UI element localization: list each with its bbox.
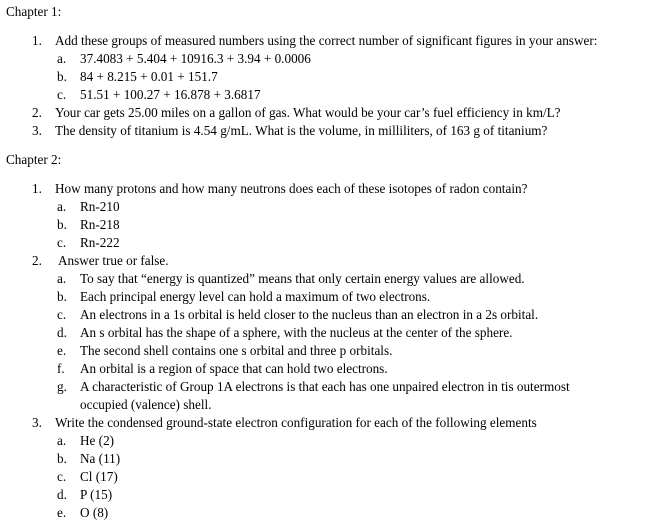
sub-item-letter: e. xyxy=(57,505,67,520)
sub-item xyxy=(0,50,668,68)
sub-item-continuation xyxy=(0,396,668,414)
sub-item xyxy=(0,486,668,504)
sub-item xyxy=(0,432,668,450)
sub-item-letter: a. xyxy=(57,199,67,214)
sub-item-text: A characteristic of Group 1A electrons is that each has one unpaired electron in tis outermost xyxy=(80,379,570,394)
sub-item-letter: b. xyxy=(57,451,67,466)
sub-item-text: P (15) xyxy=(80,487,113,502)
sub-item-text: An orbital is a region of space that can hold two electrons. xyxy=(80,361,388,376)
question xyxy=(0,32,668,50)
sub-item-text: O (8) xyxy=(80,505,109,520)
sub-item-text: 37.4083 + 5.404 + 10916.3 + 3.94 + 0.0006 xyxy=(80,51,311,66)
question-text: Your car gets 25.00 miles on a gallon of gas. What would be your car’s fuel efficiency in km/L? xyxy=(55,105,561,120)
sub-item-text: Na (11) xyxy=(80,451,121,466)
sub-item xyxy=(0,306,668,324)
sub-item xyxy=(0,270,668,288)
sub-item xyxy=(0,216,668,234)
question-number: 2. xyxy=(32,105,42,120)
sub-item-letter: c. xyxy=(57,235,67,250)
sub-item-text: 51.51 + 100.27 + 16.878 + 3.6817 xyxy=(80,87,261,102)
question xyxy=(0,122,668,140)
sub-item-letter: g. xyxy=(57,379,67,394)
sub-item-text: Each principal energy level can hold a maximum of two electrons. xyxy=(80,289,431,304)
sub-item xyxy=(0,450,668,468)
sub-item-letter: a. xyxy=(57,433,67,448)
question-text: Write the condensed ground-state electron configuration for each of the following elements xyxy=(55,415,537,430)
sub-item xyxy=(0,234,668,252)
sub-item xyxy=(0,342,668,360)
sub-item-letter: b. xyxy=(57,217,67,232)
question-number: 1. xyxy=(32,181,42,196)
question xyxy=(0,252,668,270)
sub-item-letter: c. xyxy=(57,307,67,322)
sub-item-text: To say that “energy is quantized” means that only certain energy values are allowed. xyxy=(80,271,525,286)
chapter-2-questions xyxy=(0,180,668,522)
sub-item-text: An electrons in a 1s orbital is held closer to the nucleus than an electron in a 2s orbital. xyxy=(80,307,539,322)
chapter-1-questions xyxy=(0,32,668,140)
sub-item-text: Rn-222 xyxy=(80,235,120,250)
question-number: 2. xyxy=(32,253,42,268)
chapter-1-heading: Chapter 1: xyxy=(6,4,62,19)
question xyxy=(0,104,668,122)
question-text: How many protons and how many neutrons does each of these isotopes of radon contain? xyxy=(55,181,528,196)
sub-item-letter: c. xyxy=(57,469,67,484)
sub-item-letter: f. xyxy=(57,361,65,376)
chapter-2-heading: Chapter 2: xyxy=(6,152,62,167)
sub-item-letter: e. xyxy=(57,343,67,358)
sub-item-letter: a. xyxy=(57,271,67,286)
sub-item xyxy=(0,68,668,86)
sub-item-letter: b. xyxy=(57,289,67,304)
sub-item-text: Rn-210 xyxy=(80,199,120,214)
sub-item xyxy=(0,468,668,486)
sub-item xyxy=(0,86,668,104)
sub-item-text: Rn-218 xyxy=(80,217,120,232)
question xyxy=(0,414,668,432)
sub-item-text: An s orbital has the shape of a sphere, with the nucleus at the center of the sphere. xyxy=(80,325,513,340)
sub-item-text: Cl (17) xyxy=(80,469,118,484)
sub-item xyxy=(0,288,668,306)
sub-item-letter: a. xyxy=(57,51,67,66)
sub-item xyxy=(0,378,668,396)
sub-item-letter: b. xyxy=(57,69,67,84)
sub-item-letter: d. xyxy=(57,325,67,340)
sub-item-letter: d. xyxy=(57,487,67,502)
question-number: 3. xyxy=(32,415,42,430)
question-number: 1. xyxy=(32,33,42,48)
sub-item-text-continued: occupied (valence) shell. xyxy=(80,397,212,412)
question-number: 3. xyxy=(32,123,42,138)
question-text: The density of titanium is 4.54 g/mL. What is the volume, in milliliters, of 163 g of titanium? xyxy=(55,123,548,138)
question-text: Add these groups of measured numbers using the correct number of significant figures in your answer: xyxy=(55,33,598,48)
sub-item-letter: c. xyxy=(57,87,67,102)
sub-item xyxy=(0,504,668,522)
sub-item-text: 84 + 8.215 + 0.01 + 151.7 xyxy=(80,69,218,84)
question xyxy=(0,180,668,198)
sub-item xyxy=(0,360,668,378)
sub-item-text: The second shell contains one s orbital and three p orbitals. xyxy=(80,343,393,358)
sub-item xyxy=(0,324,668,342)
question-text: Answer true or false. xyxy=(58,253,169,268)
sub-item-text: He (2) xyxy=(80,433,115,448)
sub-item xyxy=(0,198,668,216)
